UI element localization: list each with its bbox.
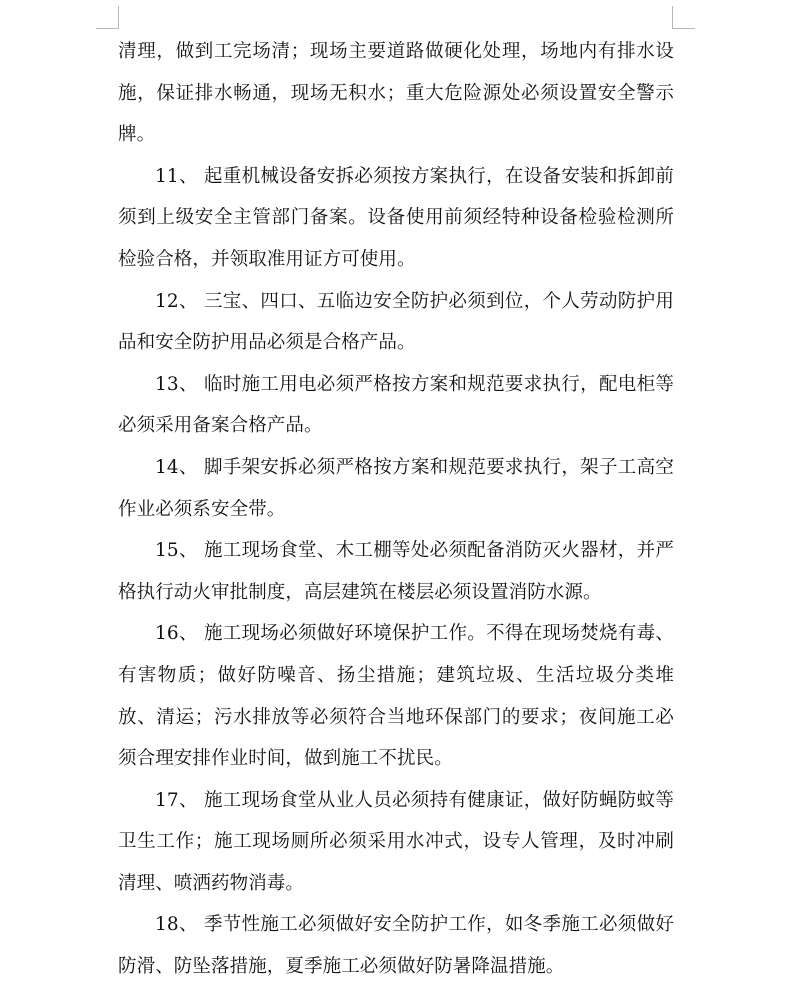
paragraph-item-17: 17、 施工现场食堂从业人员必须持有健康证，做好防蝇防蚊等卫生工作；施工现场厕所必须采用水冲式，设专人管理，及时冲刷清理、喷洒药物消毒。 — [118, 789, 674, 894]
paragraph-item-11: 11、 起重机械设备安拆必须按方案执行，在设备安装和拆卸前须到上级安全主管部门备案。设备使用前须经特种设备检验检测所检验合格，并领取准用证方可使用。 — [118, 165, 674, 270]
document-body — [118, 31, 674, 988]
margin-corner-top-right — [672, 6, 695, 29]
paragraph-item-13: 13、 临时施工用电必须严格按方案和规范要求执行，配电柜等必须采用备案合格产品。 — [118, 373, 674, 437]
paragraph-item-18: 18、 季节性施工必须做好安全防护工作，如冬季施工必须做好防滑、防坠落措施，夏季施工必须做好防暑降温措施。 — [118, 914, 674, 978]
margin-corner-top-left — [96, 6, 119, 29]
paragraph-item-14: 14、 脚手架安拆必须严格按方案和规范要求执行，架子工高空作业必须系安全带。 — [118, 456, 674, 520]
paragraph-item-16: 16、 施工现场必须做好环境保护工作。不得在现场焚烧有毒、有害物质；做好防噪音、扬尘措施；建筑垃圾、生活垃圾分类堆放、清运；污水排放等必须符合当地环保部门的要求；夜间施工必须合理安排作业时间，做到施工不扰民。 — [118, 623, 674, 770]
paragraph-item-12: 12、 三宝、四口、五临边安全防护必须到位，个人劳动防护用品和安全防护用品必须是合格产品。 — [118, 290, 674, 354]
paragraph-item-15: 15、 施工现场食堂、木工棚等处必须配备消防灭火器材，并严格执行动火审批制度，高层建筑在楼层必须设置消防水源。 — [118, 540, 674, 603]
paragraph-continuation: 清理，做到工完场清；现场主要道路做硬化处理，场地内有排水设施，保证排水畅通，现场无积水；重大危险源处必须设置安全警示牌。 — [118, 41, 674, 146]
